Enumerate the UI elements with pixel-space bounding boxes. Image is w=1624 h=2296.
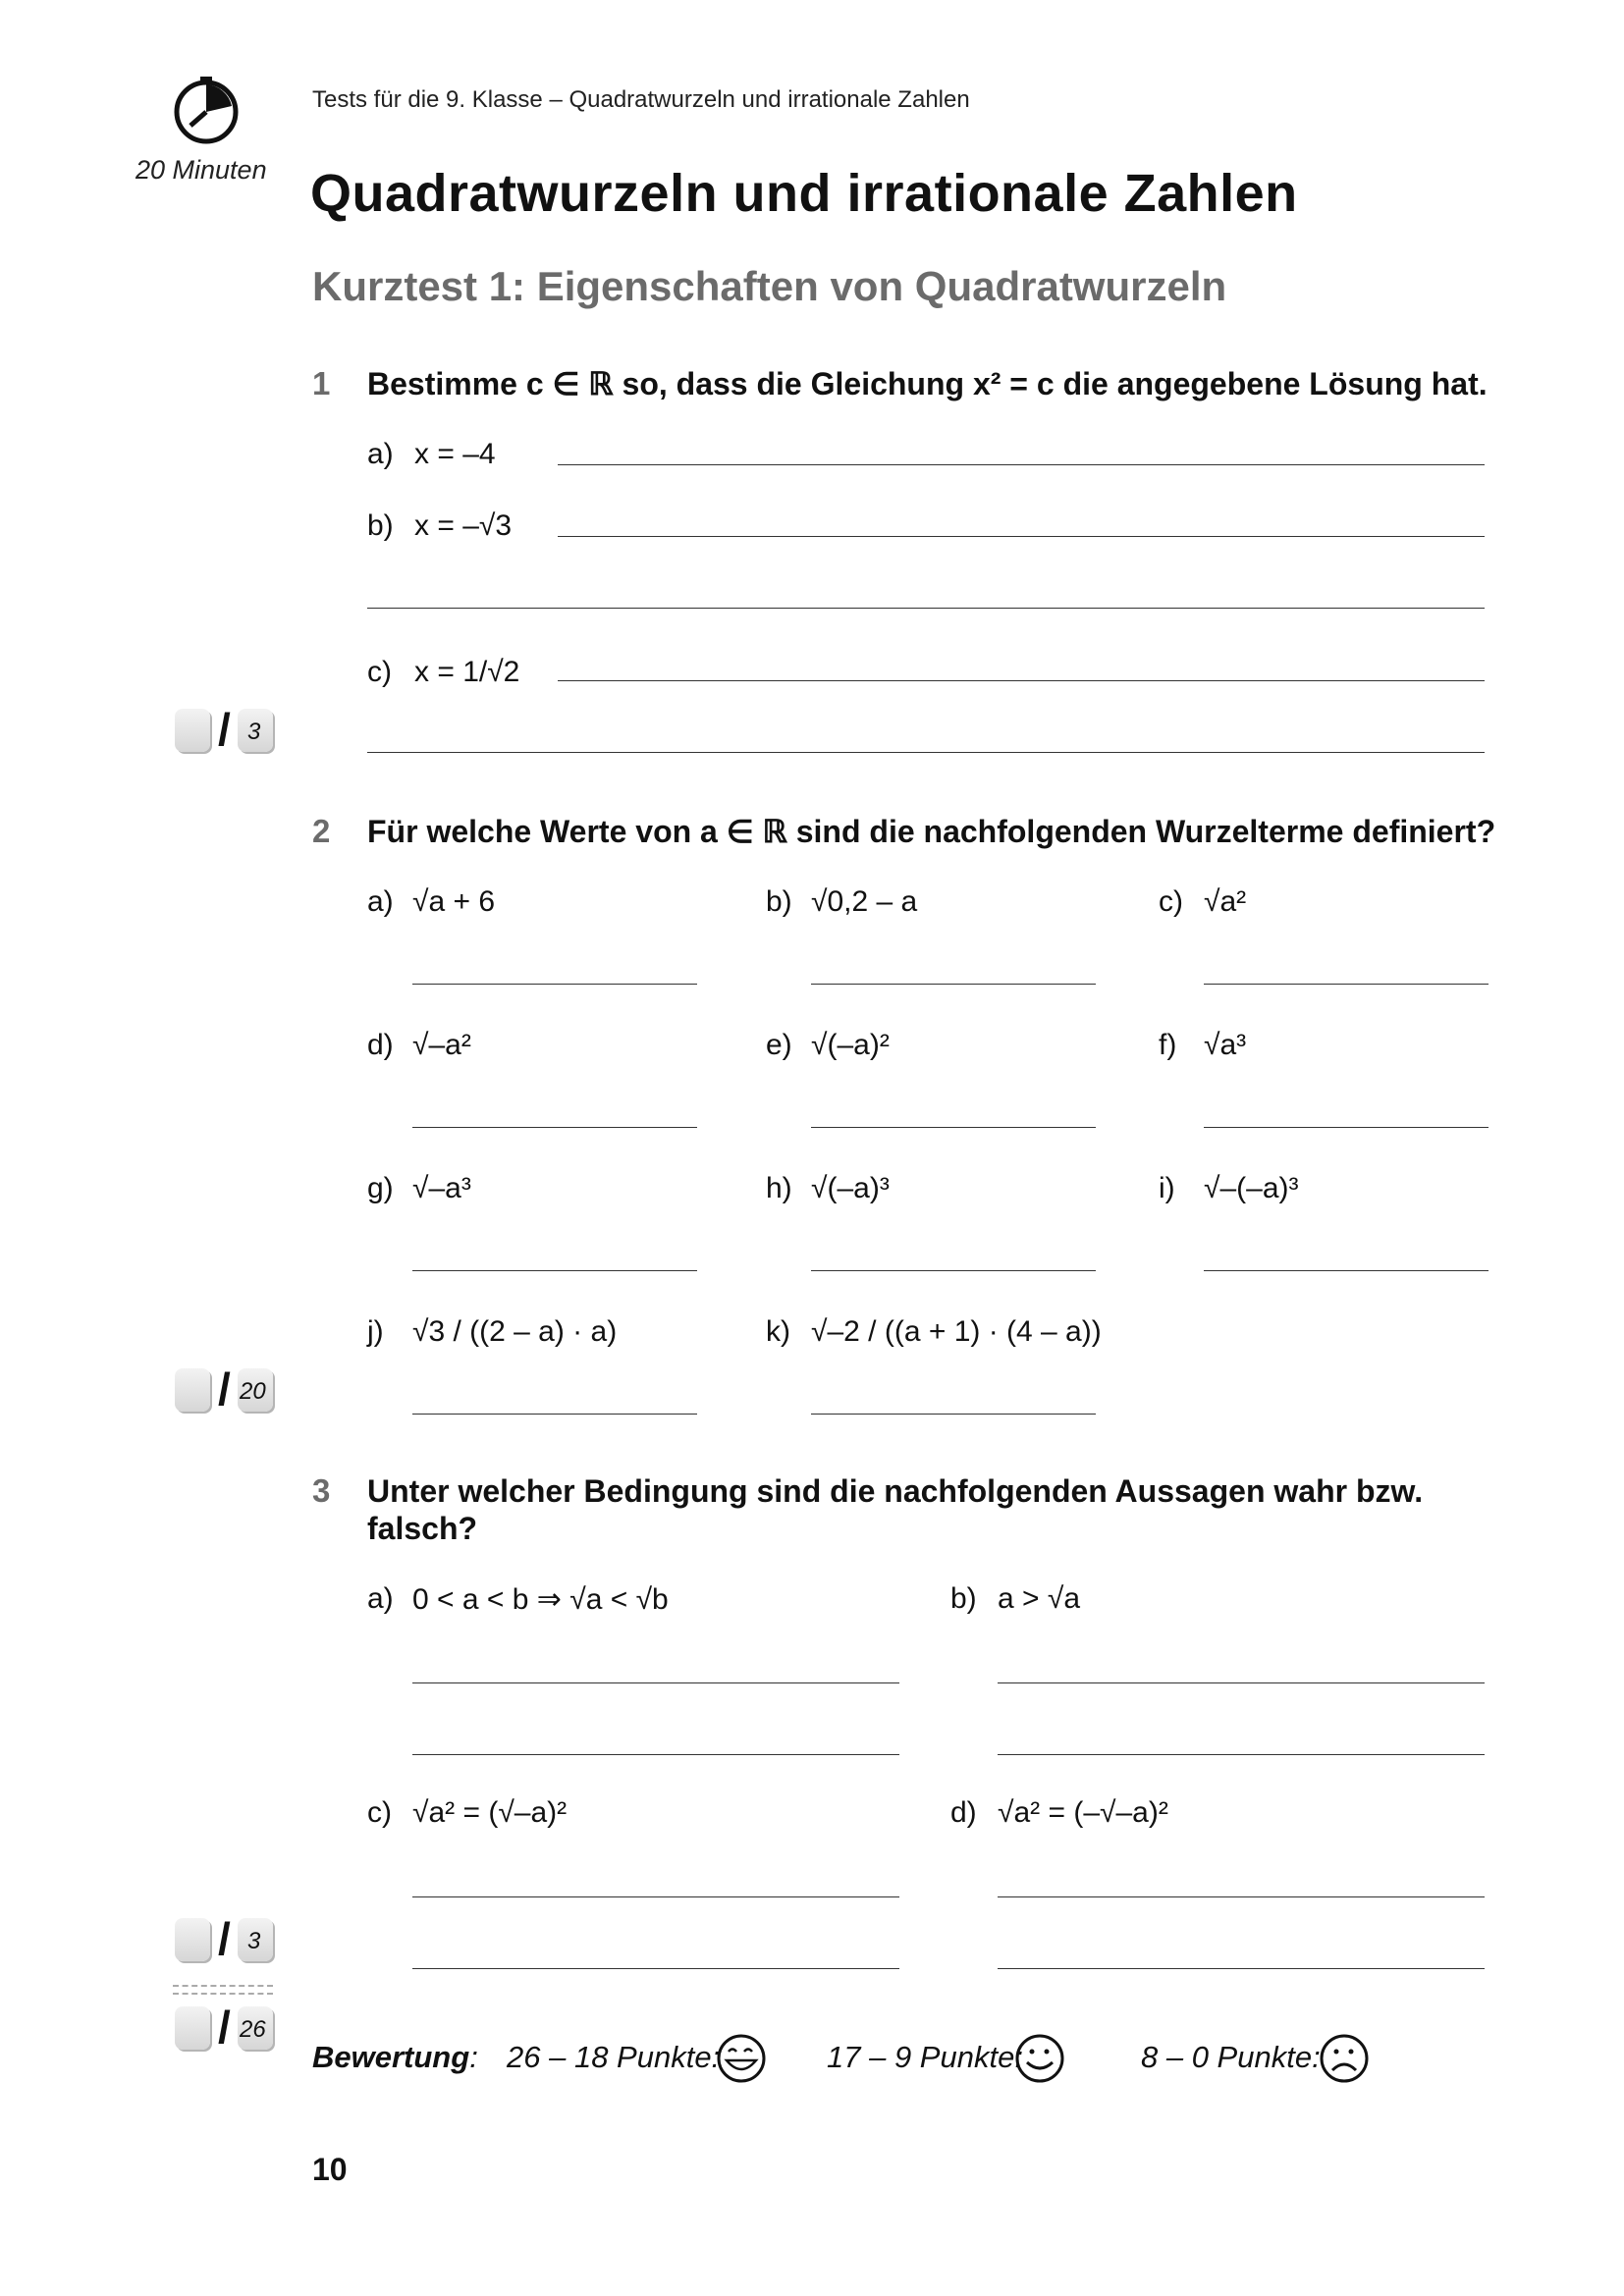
task-item-expression: √–2 / ((a + 1) · (4 – a))	[811, 1315, 1102, 1348]
answer-line[interactable]	[412, 1270, 697, 1271]
clock-icon	[169, 75, 245, 145]
answer-line[interactable]	[811, 984, 1096, 985]
task-item-expression: a > √a	[998, 1582, 1081, 1615]
running-header: Tests für die 9. Klasse – Quadratwurzeln und irrationale Zahlen	[312, 86, 970, 113]
task-number: 1	[312, 365, 331, 401]
task-item-label: c)	[367, 656, 392, 688]
task-item-expression: √a² = (√–a)²	[412, 1796, 568, 1829]
page-title: Quadratwurzeln und irrationale Zahlen	[310, 164, 1298, 223]
rating-range: 17 – 9 Punkte:	[827, 2040, 1023, 2074]
answer-line[interactable]	[367, 608, 1485, 609]
task-item-label: c)	[1159, 885, 1183, 918]
task-number: 2	[312, 813, 331, 849]
answer-line[interactable]	[998, 1896, 1485, 1897]
answer-line[interactable]	[367, 752, 1485, 753]
answer-line[interactable]	[998, 1968, 1485, 1969]
total-score-max: 26	[240, 2016, 266, 2043]
answer-line[interactable]	[558, 536, 1485, 537]
task-question: Für welche Werte von a ∈ ℝ sind die nachfolgenden Wurzelterme definiert?	[367, 814, 1496, 849]
score-input[interactable]	[175, 1918, 210, 1961]
rating-range: 8 – 0 Punkte:	[1141, 2040, 1321, 2074]
task-item-expression: √a²	[1204, 885, 1247, 918]
score-max: 3	[247, 1928, 261, 1954]
page-number: 10	[312, 2152, 348, 2187]
task-item-label: a)	[367, 885, 394, 918]
answer-line[interactable]	[412, 1127, 697, 1128]
answer-line[interactable]	[1204, 1270, 1489, 1271]
answer-line[interactable]	[412, 1414, 697, 1415]
task-item-expression: √3 / ((2 – a) · a)	[412, 1315, 618, 1348]
task-item-expression: √(–a)²	[811, 1029, 890, 1061]
task-item-expression: √a + 6	[412, 885, 496, 918]
section-subtitle: Kurztest 1: Eigenschaften von Quadratwurzeln	[312, 263, 1227, 309]
total-score-input[interactable]	[175, 2006, 210, 2050]
answer-line[interactable]	[811, 1127, 1096, 1128]
answer-line[interactable]	[1204, 1127, 1489, 1128]
answer-line[interactable]	[1204, 984, 1489, 985]
task-item-expression: x = –4	[414, 438, 496, 470]
answer-line[interactable]	[998, 1682, 1485, 1683]
score-max: 20	[240, 1378, 266, 1405]
task-item-label: a)	[367, 438, 394, 470]
score-input[interactable]	[175, 709, 210, 752]
score-input[interactable]	[175, 1368, 210, 1412]
task-item-label: e)	[766, 1029, 792, 1061]
task-item-expression: √–a²	[412, 1029, 471, 1061]
rating-label: Bewertung:	[312, 2040, 478, 2074]
task-question: Unter welcher Bedingung sind die nachfolgenden Aussagen wahr bzw. falsch?	[367, 1473, 1424, 1546]
task-item-label: g)	[367, 1172, 394, 1204]
answer-line[interactable]	[558, 680, 1485, 681]
task-number: 3	[312, 1472, 331, 1509]
task-item-expression: √a² = (–√–a)²	[998, 1796, 1168, 1829]
sum-divider	[173, 1993, 273, 1995]
task-item-expression: √(–a)³	[811, 1172, 890, 1204]
task-item-label: b)	[367, 509, 394, 542]
task-item-label: k)	[766, 1315, 790, 1348]
task-item-label: f)	[1159, 1029, 1177, 1061]
task-question: Bestimme c ∈ ℝ so, dass die Gleichung x² = c die angegebene Lösung hat.	[367, 366, 1488, 401]
answer-line[interactable]	[811, 1414, 1096, 1415]
answer-line[interactable]	[412, 1754, 899, 1755]
task-item-label: a)	[367, 1582, 394, 1615]
answer-line[interactable]	[412, 1682, 899, 1683]
time-limit: 20 Minuten	[135, 155, 267, 185]
task-item-label: j)	[367, 1315, 384, 1348]
task-item-label: b)	[950, 1582, 977, 1615]
answer-line[interactable]	[558, 464, 1485, 465]
rating-range: 26 – 18 Punkte:	[507, 2040, 721, 2074]
task-item-expression: √a³	[1204, 1029, 1247, 1061]
laughing-face-icon	[713, 2032, 770, 2085]
task-item-label: b)	[766, 885, 792, 918]
smiling-face-icon	[1011, 2032, 1068, 2085]
answer-line[interactable]	[412, 984, 697, 985]
task-item-expression: √–a³	[412, 1172, 471, 1204]
answer-line[interactable]	[412, 1896, 899, 1897]
task-item-label: d)	[950, 1796, 977, 1829]
answer-line[interactable]	[412, 1968, 899, 1969]
score-max: 3	[247, 719, 261, 745]
task-item-expression: 0 < a < b ⇒ √a < √b	[412, 1583, 669, 1616]
sad-face-icon	[1316, 2032, 1373, 2085]
answer-line[interactable]	[811, 1270, 1096, 1271]
task-item-label: i)	[1159, 1172, 1175, 1204]
task-item-expression: √0,2 – a	[811, 885, 918, 918]
task-item-expression: √–(–a)³	[1204, 1172, 1299, 1204]
answer-line[interactable]	[998, 1754, 1485, 1755]
task-item-label: d)	[367, 1029, 394, 1061]
sum-divider	[173, 1985, 273, 1987]
task-item-label: c)	[367, 1796, 392, 1829]
task-item-label: h)	[766, 1172, 792, 1204]
task-item-expression: x = 1/√2	[414, 656, 520, 688]
task-item-expression: x = –√3	[414, 509, 513, 542]
